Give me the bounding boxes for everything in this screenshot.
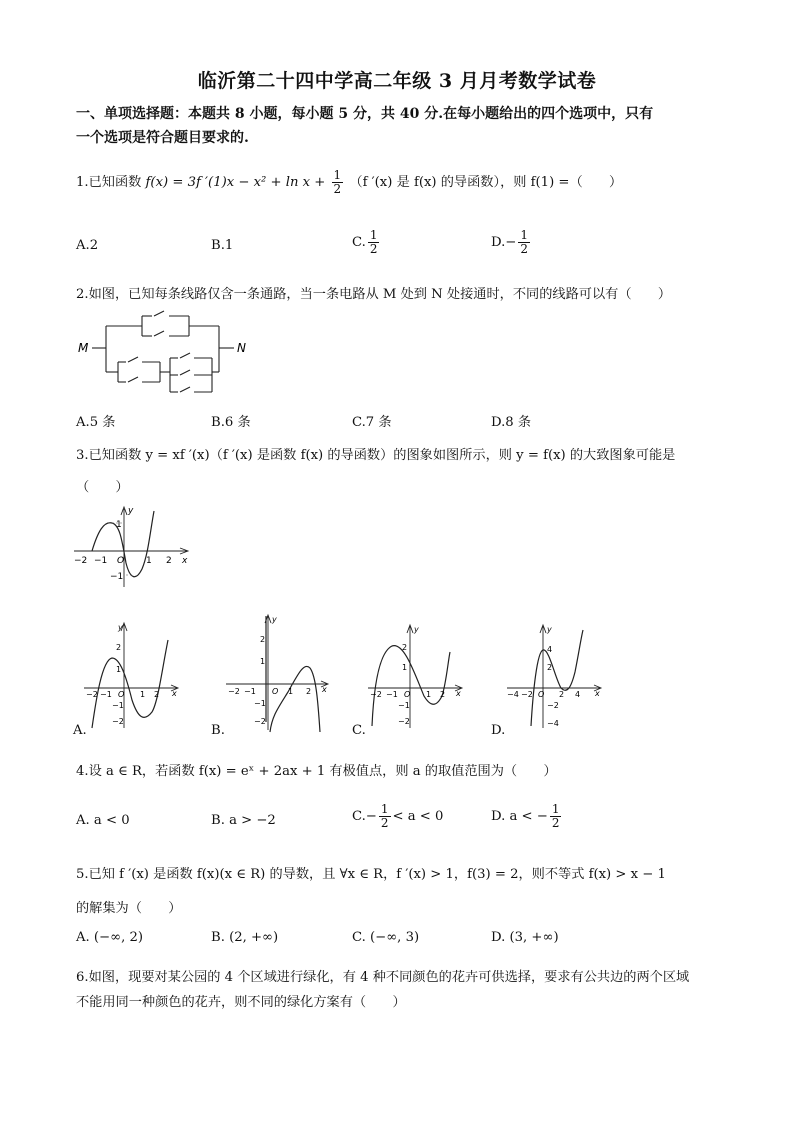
d-y-label: y: [547, 625, 552, 634]
d-x-label: x: [595, 689, 600, 698]
page-title: 临沂第二十四中学高二年级 3 月月考数学试卷: [197, 70, 597, 92]
section-header-line1: 一、单项选择题：本题共 8 小题，每小题 5 分，共 40 分.在每小题给出的四个选项中，只有: [76, 106, 654, 122]
q4-c-prefix: C.−: [352, 809, 377, 824]
a-tick: 2: [116, 643, 122, 652]
c-tick: 1: [426, 690, 432, 699]
q3-option-c[interactable]: C.: [352, 723, 366, 738]
q1-formula: f(x) = 3f ′(1)x − x² + ln x +: [145, 175, 326, 190]
a-tick: 1: [116, 665, 122, 674]
q4-d-prefix: D. a < −: [491, 809, 548, 824]
q1-d-num: 1: [520, 228, 528, 242]
q4-d-den: 2: [551, 816, 560, 830]
q1-d-den: 2: [520, 242, 528, 256]
d-tick: 4: [547, 645, 553, 654]
q5-option-c[interactable]: C. (−∞, 3): [352, 930, 420, 945]
d-tick: 4: [575, 690, 581, 699]
q2-option-d[interactable]: D.8 条: [491, 415, 532, 430]
q2-option-b[interactable]: B.6 条: [211, 415, 251, 430]
c-tick: −1: [398, 701, 410, 710]
c-tick: −1: [386, 690, 398, 699]
q4-d-frac: [550, 803, 562, 830]
label-n: N: [237, 341, 246, 355]
main-y-label: y: [128, 506, 134, 516]
circuit-diagram: [74, 306, 274, 402]
q1-frac-num: 1: [333, 168, 342, 182]
a-x-label: x: [172, 689, 177, 698]
graph-b: [224, 612, 334, 734]
d-origin: O: [538, 690, 545, 699]
q1-option-c[interactable]: [352, 229, 381, 256]
a-y-label: y: [118, 623, 123, 632]
graph-a: [82, 620, 182, 730]
curve-b: [270, 666, 320, 732]
graph-d: [505, 622, 605, 730]
b-origin: O: [272, 687, 279, 696]
q1-option-d-prefix: D.−: [491, 235, 517, 250]
graph-main: [70, 503, 192, 591]
c-tick: 2: [402, 643, 408, 652]
question-2: 2.如图，已知每条线路仅含一条通路，当一条电路从 M 处到 N 处接通时，不同的线路可以有（ ）: [76, 287, 672, 302]
question-4: 4.设 a ∈ R，若函数 f(x) = eˣ + 2ax + 1 有极值点，则 a 的取值范围为（ ）: [76, 764, 557, 779]
question-3-line1: 3.已知函数 y = xf ′(x)（f ′(x) 是函数 f(x) 的导函数）的图象如图所示，则 y = f(x) 的大致图象可能是: [76, 448, 676, 463]
question-1: [76, 169, 622, 196]
q5-option-d[interactable]: D. (3, +∞): [491, 930, 559, 945]
d-tick: 2: [559, 690, 565, 699]
q3-option-d[interactable]: D.: [491, 723, 506, 738]
b-y-label: y: [272, 615, 277, 624]
q1-option-c-frac: [368, 229, 380, 256]
q3-option-a[interactable]: A.: [73, 723, 87, 738]
q1-frac-den: 2: [333, 182, 342, 196]
main-tick: 1: [146, 556, 152, 566]
q4-option-d[interactable]: [491, 803, 563, 830]
question-5-line1: 5.已知 f ′(x) 是函数 f(x)(x ∈ R) 的导数，且 ∀x ∈ R，f ′(x) > 1，f(3) = 2，则不等式 f(x) > x − 1: [76, 867, 666, 882]
q4-option-c[interactable]: [352, 803, 443, 830]
b-tick: 1: [288, 687, 294, 696]
q1-fraction: [332, 169, 344, 196]
q1-c-num: 1: [369, 228, 378, 242]
main-tick: −1: [94, 556, 108, 566]
b-tick: −2: [254, 717, 266, 726]
q1-option-d[interactable]: [491, 229, 532, 256]
main-tick: 2: [166, 556, 172, 566]
a-tick: −2: [86, 690, 98, 699]
c-tick: −2: [370, 690, 382, 699]
a-origin: O: [118, 690, 125, 699]
a-tick: 1: [140, 690, 146, 699]
b-tick: 1: [260, 657, 266, 666]
d-tick: −2: [521, 690, 533, 699]
q5-option-a[interactable]: A. (−∞, 2): [76, 930, 144, 945]
q2-option-c[interactable]: C.7 条: [352, 415, 392, 430]
q4-c-den: 2: [380, 816, 389, 830]
q4-c-frac: [379, 803, 391, 830]
q1-option-d-frac: [518, 229, 530, 256]
a-tick: −1: [100, 690, 112, 699]
q1-c-den: 2: [369, 242, 378, 256]
curve-a: [92, 640, 168, 728]
b-tick: 2: [260, 635, 266, 644]
q4-option-b[interactable]: B. a > −2: [211, 813, 276, 828]
main-origin: O: [117, 556, 125, 566]
a-tick: 2: [154, 690, 160, 699]
q3-option-b[interactable]: B.: [211, 723, 225, 738]
q4-d-num: 1: [551, 802, 560, 816]
q1-option-c-prefix: C.: [352, 235, 366, 250]
q4-option-a[interactable]: A. a < 0: [76, 813, 130, 828]
a-tick: −1: [112, 701, 124, 710]
b-tick: 2: [306, 687, 312, 696]
main-x-label: x: [182, 556, 188, 566]
c-tick: 2: [440, 690, 446, 699]
main-tick: 1: [116, 520, 122, 530]
q4-c-num: 1: [380, 802, 389, 816]
c-x-label: x: [456, 689, 461, 698]
q4-c-suffix: < a < 0: [392, 809, 444, 824]
b-x-label: x: [322, 685, 327, 694]
b-tick: −1: [244, 687, 256, 696]
q2-option-a[interactable]: A.5 条: [76, 415, 116, 430]
question-3-line2: （ ）: [76, 480, 129, 495]
q1-option-a[interactable]: A.2: [76, 238, 99, 253]
q1-option-b[interactable]: B.1: [211, 238, 234, 253]
c-origin: O: [404, 690, 411, 699]
b-tick: −1: [254, 699, 266, 708]
question-6-line1: 6.如图，现要对某公园的 4 个区域进行绿化，有 4 种不同颜色的花卉可供选择，要求有公共边的两个区域: [76, 970, 690, 985]
curve-d: [531, 630, 583, 726]
d-tick: −2: [547, 701, 559, 710]
d-tick: 2: [547, 663, 553, 672]
question-6-line2: 不能用同一种颜色的花卉，则不同的绿化方案有（ ）: [76, 995, 406, 1010]
c-y-label: y: [414, 625, 419, 634]
curve-main: [92, 511, 154, 577]
question-5-line2: 的解集为（ ）: [76, 901, 182, 916]
q5-option-b[interactable]: B. (2, +∞): [211, 930, 279, 945]
b-tick: −2: [228, 687, 240, 696]
graph-c: [366, 622, 466, 730]
label-m: M: [78, 341, 89, 355]
section-header-line2: 一个选项是符合题目要求的.: [76, 130, 249, 146]
main-tick: −1: [110, 572, 124, 582]
q1-prefix: 1.已知函数: [76, 175, 142, 190]
d-tick: −4: [547, 719, 559, 728]
c-tick: 1: [402, 663, 408, 672]
d-tick: −4: [507, 690, 519, 699]
c-tick: −2: [398, 717, 410, 726]
main-tick: −2: [74, 556, 88, 566]
q1-paren: （f ′(x) 是 f(x) 的导函数），则 f(1) =（ ）: [349, 175, 623, 190]
a-tick: −2: [112, 717, 124, 726]
curve-c: [372, 646, 450, 726]
